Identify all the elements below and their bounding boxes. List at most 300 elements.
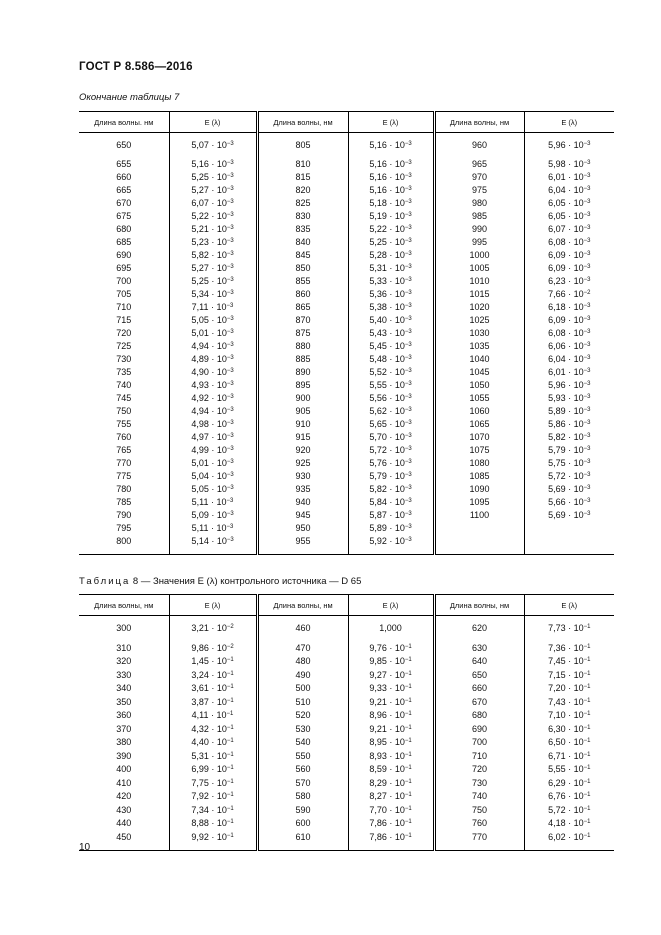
table-row xyxy=(79,736,614,750)
wavelength-cell: 450 xyxy=(79,831,169,851)
e-lambda-cell: $5,98 \cdot 10^{-3}$ xyxy=(524,158,614,171)
column-header-e-lambda: E (λ) xyxy=(348,112,434,133)
wavelength-cell: 490 xyxy=(257,669,348,683)
wavelength-cell: 770 xyxy=(116,458,132,468)
wavelength-cell: 745 xyxy=(116,393,132,403)
e-lambda-cell: $5,70 \cdot 10^{-3}$ xyxy=(348,431,434,444)
wavelength-cell: 965 xyxy=(434,158,524,171)
wavelength-cell: 720 xyxy=(434,763,524,777)
e-lambda-cell: $5,16 \cdot 10^{-3}$ xyxy=(348,171,434,184)
wavelength-cell: 940 xyxy=(257,496,348,509)
wavelength-cell: 935 xyxy=(257,483,348,496)
wavelength-cell: 900 xyxy=(257,392,348,405)
wavelength-cell: 695 xyxy=(116,263,132,273)
table-row xyxy=(79,777,614,791)
wavelength-cell: 1100 xyxy=(434,509,524,522)
wavelength-cell: 960 xyxy=(434,133,524,159)
e-lambda-cell: $4,94 \cdot 10^{-3}$ xyxy=(169,405,257,418)
e-lambda-cell: $5,72 \cdot 10^{-1}$ xyxy=(524,804,614,818)
e-lambda-cell: $6,29 \cdot 10^{-1}$ xyxy=(524,777,614,791)
table-row xyxy=(79,353,614,366)
wavelength-cell: 765 xyxy=(116,445,132,455)
table-row xyxy=(79,184,614,197)
wavelength-cell: 370 xyxy=(116,723,132,734)
e-lambda-cell: $5,96 \cdot 10^{-3}$ xyxy=(524,379,614,392)
wavelength-cell: 815 xyxy=(257,171,348,184)
e-lambda-cell xyxy=(524,535,614,555)
table-row xyxy=(79,392,614,405)
table-8-caption-text: 8 — Значения E (λ) контрольного источника — D 65 xyxy=(132,576,362,587)
wavelength-cell: 685 xyxy=(116,237,132,247)
e-lambda-cell: $5,28 \cdot 10^{-3}$ xyxy=(348,249,434,262)
wavelength-cell: 690 xyxy=(434,723,524,737)
wavelength-cell: 380 xyxy=(116,737,132,747)
wavelength-cell: 920 xyxy=(257,444,348,457)
e-lambda-cell: $4,40 \cdot 10^{-1}$ xyxy=(169,736,257,750)
wavelength-cell: 410 xyxy=(116,777,132,788)
e-lambda-cell: $5,34 \cdot 10^{-3}$ xyxy=(169,288,257,301)
column-header-e-lambda: E (λ) xyxy=(169,112,257,133)
wavelength-cell: 1000 xyxy=(434,249,524,262)
e-lambda-cell: $5,01 \cdot 10^{-3}$ xyxy=(169,457,257,470)
e-lambda-cell: $5,75 \cdot 10^{-3}$ xyxy=(524,457,614,470)
e-lambda-cell: $5,87 \cdot 10^{-3}$ xyxy=(348,509,434,522)
wavelength-cell: 520 xyxy=(257,709,348,723)
e-lambda-cell: $5,14 \cdot 10^{-3}$ xyxy=(169,535,257,555)
wavelength-cell: 550 xyxy=(257,750,348,764)
wavelength-cell: 500 xyxy=(257,682,348,696)
e-lambda-cell: $5,04 \cdot 10^{-3}$ xyxy=(169,470,257,483)
e-lambda-cell: $5,16 \cdot 10^{-3}$ xyxy=(348,158,434,171)
table-row xyxy=(79,790,614,804)
table-7-continuation-caption: Окончание таблицы 7 xyxy=(79,92,180,103)
e-lambda-cell: $5,40 \cdot 10^{-3}$ xyxy=(348,314,434,327)
e-lambda-cell: $7,70 \cdot 10^{-1}$ xyxy=(348,804,434,818)
table-header-row xyxy=(79,112,614,133)
wavelength-cell: 785 xyxy=(116,497,132,507)
wavelength-cell: 985 xyxy=(434,210,524,223)
e-lambda-cell: $6,76 \cdot 10^{-1}$ xyxy=(524,790,614,804)
wavelength-cell: 1090 xyxy=(434,483,524,496)
e-lambda-cell: $6,09 \cdot 10^{-3}$ xyxy=(524,262,614,275)
e-lambda-cell: $5,69 \cdot 10^{-3}$ xyxy=(524,483,614,496)
e-lambda-cell: $7,45 \cdot 10^{-1}$ xyxy=(524,655,614,669)
wavelength-cell: 580 xyxy=(257,790,348,804)
wavelength-cell: 340 xyxy=(116,683,132,693)
wavelength-cell: 1040 xyxy=(434,353,524,366)
wavelength-cell: 980 xyxy=(434,197,524,210)
table-row xyxy=(79,301,614,314)
e-lambda-cell: $5,05 \cdot 10^{-3}$ xyxy=(169,314,257,327)
e-lambda-cell: $5,27 \cdot 10^{-3}$ xyxy=(169,262,257,275)
table-row xyxy=(79,817,614,831)
table-body xyxy=(79,133,614,555)
e-lambda-cell: $5,23 \cdot 10^{-3}$ xyxy=(169,236,257,249)
e-lambda-cell: $8,88 \cdot 10^{-1}$ xyxy=(169,817,257,831)
table-row xyxy=(79,669,614,683)
e-lambda-cell: $7,75 \cdot 10^{-1}$ xyxy=(169,777,257,791)
wavelength-cell: 1015 xyxy=(434,288,524,301)
wavelength-cell: 530 xyxy=(257,723,348,737)
e-lambda-cell: $9,86 \cdot 10^{-2}$ xyxy=(169,642,257,656)
table-row xyxy=(79,535,614,555)
wavelength-cell: 1020 xyxy=(434,301,524,314)
column-header-e-lambda: E (λ) xyxy=(524,595,614,616)
e-lambda-cell: $5,62 \cdot 10^{-3}$ xyxy=(348,405,434,418)
table-row xyxy=(79,171,614,184)
wavelength-cell: 675 xyxy=(116,211,132,221)
wavelength-cell: 440 xyxy=(116,818,132,828)
wavelength-cell: 700 xyxy=(434,736,524,750)
wavelength-cell: 945 xyxy=(257,509,348,522)
e-lambda-cell: $7,10 \cdot 10^{-1}$ xyxy=(524,709,614,723)
e-lambda-cell: $5,43 \cdot 10^{-3}$ xyxy=(348,327,434,340)
e-lambda-cell: $6,08 \cdot 10^{-3}$ xyxy=(524,327,614,340)
table-row xyxy=(79,723,614,737)
e-lambda-cell: $5,86 \cdot 10^{-3}$ xyxy=(524,418,614,431)
table-row xyxy=(79,158,614,171)
wavelength-cell: 730 xyxy=(434,777,524,791)
wavelength-cell: 915 xyxy=(257,431,348,444)
page-number: 10 xyxy=(79,842,91,853)
table-row xyxy=(79,616,614,642)
e-lambda-cell: $5,56 \cdot 10^{-3}$ xyxy=(348,392,434,405)
e-lambda-cell: $6,01 \cdot 10^{-3}$ xyxy=(524,366,614,379)
e-lambda-cell: $5,22 \cdot 10^{-3}$ xyxy=(348,223,434,236)
e-lambda-cell: $4,99 \cdot 10^{-3}$ xyxy=(169,444,257,457)
e-lambda-cell: $7,92 \cdot 10^{-1}$ xyxy=(169,790,257,804)
table-8-caption-label: Таблица xyxy=(79,576,131,587)
e-lambda-cell: $4,89 \cdot 10^{-3}$ xyxy=(169,353,257,366)
wavelength-cell: 790 xyxy=(116,510,132,520)
wavelength-cell: 715 xyxy=(116,315,132,325)
e-lambda-cell: $5,31 \cdot 10^{-1}$ xyxy=(169,750,257,764)
wavelength-cell: 700 xyxy=(116,276,132,286)
wavelength-cell: 930 xyxy=(257,470,348,483)
table-row xyxy=(79,804,614,818)
column-header-wavelength: Длина волны, нм xyxy=(434,595,524,616)
wavelength-cell: 780 xyxy=(116,484,132,494)
table-row xyxy=(79,210,614,223)
column-header-wavelength: Длина волны. нм xyxy=(79,112,169,133)
e-lambda-cell: $5,76 \cdot 10^{-3}$ xyxy=(348,457,434,470)
wavelength-cell: 720 xyxy=(116,328,132,338)
table-row xyxy=(79,709,614,723)
table-7-end xyxy=(79,111,614,555)
e-lambda-cell: $5,45 \cdot 10^{-3}$ xyxy=(348,340,434,353)
wavelength-cell: 1050 xyxy=(434,379,524,392)
wavelength-cell: 880 xyxy=(257,340,348,353)
wavelength-cell: 540 xyxy=(257,736,348,750)
wavelength-cell: 860 xyxy=(257,288,348,301)
table-row xyxy=(79,236,614,249)
e-lambda-cell: $9,21 \cdot 10^{-1}$ xyxy=(348,696,434,710)
table-8 xyxy=(79,594,614,851)
wavelength-cell: 655 xyxy=(116,159,132,169)
wavelength-cell: 955 xyxy=(257,535,348,555)
e-lambda-cell: $5,18 \cdot 10^{-3}$ xyxy=(348,197,434,210)
e-lambda-cell: $3,87 \cdot 10^{-1}$ xyxy=(169,696,257,710)
table-row xyxy=(79,682,614,696)
wavelength-cell: 640 xyxy=(434,655,524,669)
table-row xyxy=(79,483,614,496)
wavelength-cell: 1055 xyxy=(434,392,524,405)
wavelength-cell: 610 xyxy=(257,831,348,851)
wavelength-cell: 420 xyxy=(116,791,132,801)
e-lambda-cell: $5,82 \cdot 10^{-3}$ xyxy=(169,249,257,262)
wavelength-cell: 590 xyxy=(257,804,348,818)
wavelength-cell: 1095 xyxy=(434,496,524,509)
e-lambda-cell: $6,06 \cdot 10^{-3}$ xyxy=(524,340,614,353)
e-lambda-cell: $4,90 \cdot 10^{-3}$ xyxy=(169,366,257,379)
e-lambda-cell: $5,31 \cdot 10^{-3}$ xyxy=(348,262,434,275)
wavelength-cell: 360 xyxy=(116,710,132,720)
wavelength-cell: 690 xyxy=(116,250,132,260)
e-lambda-cell: $5,16 \cdot 10^{-3}$ xyxy=(348,184,434,197)
table-row xyxy=(79,763,614,777)
e-lambda-cell: $7,86 \cdot 10^{-1}$ xyxy=(348,817,434,831)
e-lambda-cell: $5,55 \cdot 10^{-1}$ xyxy=(524,763,614,777)
wavelength-cell: 910 xyxy=(257,418,348,431)
wavelength-cell: 670 xyxy=(434,696,524,710)
e-lambda-cell: $9,21 \cdot 10^{-1}$ xyxy=(348,723,434,737)
e-lambda-cell: $6,50 \cdot 10^{-1}$ xyxy=(524,736,614,750)
table-row xyxy=(79,642,614,656)
e-lambda-cell: $6,08 \cdot 10^{-3}$ xyxy=(524,236,614,249)
table-row xyxy=(79,750,614,764)
wavelength-cell: 470 xyxy=(257,642,348,656)
table-8-caption xyxy=(79,576,361,587)
wavelength-cell: 680 xyxy=(434,709,524,723)
table-row xyxy=(79,314,614,327)
e-lambda-cell: $5,01 \cdot 10^{-3}$ xyxy=(169,327,257,340)
wavelength-cell: 705 xyxy=(116,289,132,299)
table-row xyxy=(79,197,614,210)
wavelength-cell: 430 xyxy=(116,804,132,815)
wavelength-cell xyxy=(434,535,524,555)
e-lambda-cell: $3,21 \cdot 10^{-2}$ xyxy=(169,616,257,642)
table-row xyxy=(79,509,614,522)
table-row xyxy=(79,262,614,275)
table-row xyxy=(79,418,614,431)
wavelength-cell: 1010 xyxy=(434,275,524,288)
table-row xyxy=(79,327,614,340)
wavelength-cell: 560 xyxy=(257,763,348,777)
e-lambda-cell: $3,24 \cdot 10^{-1}$ xyxy=(169,669,257,683)
e-lambda-cell: $9,27 \cdot 10^{-1}$ xyxy=(348,669,434,683)
wavelength-cell: 1070 xyxy=(434,431,524,444)
wavelength-cell: 310 xyxy=(116,642,132,653)
e-lambda-cell: $5,11 \cdot 10^{-3}$ xyxy=(169,496,257,509)
wavelength-cell: 810 xyxy=(257,158,348,171)
e-lambda-cell: $8,59 \cdot 10^{-1}$ xyxy=(348,763,434,777)
wavelength-cell: 670 xyxy=(116,198,132,208)
e-lambda-cell: $5,38 \cdot 10^{-3}$ xyxy=(348,301,434,314)
e-lambda-cell: $7,86 \cdot 10^{-1}$ xyxy=(348,831,434,851)
wavelength-cell: 1025 xyxy=(434,314,524,327)
e-lambda-cell: $5,93 \cdot 10^{-3}$ xyxy=(524,392,614,405)
wavelength-cell: 735 xyxy=(116,367,132,377)
wavelength-cell: 680 xyxy=(116,224,132,234)
e-lambda-cell: $5,72 \cdot 10^{-3}$ xyxy=(524,470,614,483)
wavelength-cell: 1060 xyxy=(434,405,524,418)
table-row xyxy=(79,405,614,418)
e-lambda-cell: $5,79 \cdot 10^{-3}$ xyxy=(524,444,614,457)
e-lambda-cell: 1,000 xyxy=(348,616,434,642)
wavelength-cell: 830 xyxy=(257,210,348,223)
e-lambda-cell: $4,94 \cdot 10^{-3}$ xyxy=(169,340,257,353)
wavelength-cell: 885 xyxy=(257,353,348,366)
wavelength-cell: 905 xyxy=(257,405,348,418)
e-lambda-cell: $5,07 \cdot 10^{-3}$ xyxy=(169,133,257,159)
wavelength-cell: 1005 xyxy=(434,262,524,275)
wavelength-cell: 665 xyxy=(116,185,132,195)
wavelength-cell: 890 xyxy=(257,366,348,379)
table-row xyxy=(79,379,614,392)
wavelength-cell: 840 xyxy=(257,236,348,249)
e-lambda-cell: $4,32 \cdot 10^{-1}$ xyxy=(169,723,257,737)
wavelength-cell: 620 xyxy=(434,616,524,642)
wavelength-cell: 975 xyxy=(434,184,524,197)
e-lambda-cell: $9,76 \cdot 10^{-1}$ xyxy=(348,642,434,656)
wavelength-cell xyxy=(434,522,524,535)
wavelength-cell: 865 xyxy=(257,301,348,314)
e-lambda-cell: $6,02 \cdot 10^{-1}$ xyxy=(524,831,614,851)
wavelength-cell: 770 xyxy=(434,831,524,851)
table-row xyxy=(79,249,614,262)
wavelength-cell: 750 xyxy=(434,804,524,818)
e-lambda-cell: $8,29 \cdot 10^{-1}$ xyxy=(348,777,434,791)
wavelength-cell: 875 xyxy=(257,327,348,340)
e-lambda-cell: $7,43 \cdot 10^{-1}$ xyxy=(524,696,614,710)
e-lambda-cell: $8,96 \cdot 10^{-1}$ xyxy=(348,709,434,723)
column-header-wavelength: Длина волны, нм xyxy=(434,112,524,133)
wavelength-cell: 600 xyxy=(257,817,348,831)
e-lambda-cell: $6,09 \cdot 10^{-3}$ xyxy=(524,314,614,327)
e-lambda-cell: $8,93 \cdot 10^{-1}$ xyxy=(348,750,434,764)
table-row xyxy=(79,831,614,851)
wavelength-cell: 350 xyxy=(116,696,132,707)
e-lambda-cell: $5,92 \cdot 10^{-3}$ xyxy=(348,535,434,555)
wavelength-cell: 820 xyxy=(257,184,348,197)
e-lambda-cell: $5,48 \cdot 10^{-3}$ xyxy=(348,353,434,366)
table-row xyxy=(79,496,614,509)
table-row xyxy=(79,340,614,353)
wavelength-cell: 855 xyxy=(257,275,348,288)
e-lambda-cell: $5,16 \cdot 10^{-3}$ xyxy=(348,133,434,159)
e-lambda-cell: $4,97 \cdot 10^{-3}$ xyxy=(169,431,257,444)
wavelength-cell: 300 xyxy=(116,623,132,633)
column-header-e-lambda: E (λ) xyxy=(169,595,257,616)
wavelength-cell: 390 xyxy=(116,750,132,761)
table-row xyxy=(79,223,614,236)
e-lambda-cell: $6,23 \cdot 10^{-3}$ xyxy=(524,275,614,288)
wavelength-cell: 740 xyxy=(434,790,524,804)
e-lambda-cell: $6,01 \cdot 10^{-3}$ xyxy=(524,171,614,184)
e-lambda-cell: $5,89 \cdot 10^{-3}$ xyxy=(348,522,434,535)
wavelength-cell: 970 xyxy=(434,171,524,184)
e-lambda-cell: $4,18 \cdot 10^{-1}$ xyxy=(524,817,614,831)
table-row xyxy=(79,444,614,457)
table-body xyxy=(79,616,614,851)
wavelength-cell: 800 xyxy=(79,535,169,555)
wavelength-cell: 995 xyxy=(434,236,524,249)
wavelength-cell: 710 xyxy=(434,750,524,764)
e-lambda-cell: $7,34 \cdot 10^{-1}$ xyxy=(169,804,257,818)
table-row xyxy=(79,431,614,444)
wavelength-cell: 805 xyxy=(257,133,348,159)
e-lambda-cell: $7,36 \cdot 10^{-1}$ xyxy=(524,642,614,656)
wavelength-cell: 775 xyxy=(116,471,132,481)
wavelength-cell: 925 xyxy=(257,457,348,470)
e-lambda-cell: $8,95 \cdot 10^{-1}$ xyxy=(348,736,434,750)
e-lambda-cell: $5,52 \cdot 10^{-3}$ xyxy=(348,366,434,379)
e-lambda-cell: $7,73 \cdot 10^{-1}$ xyxy=(524,616,614,642)
table-row xyxy=(79,275,614,288)
e-lambda-cell: $5,82 \cdot 10^{-3}$ xyxy=(524,431,614,444)
wavelength-cell: 570 xyxy=(257,777,348,791)
wavelength-cell: 740 xyxy=(116,380,132,390)
wavelength-cell: 650 xyxy=(116,140,132,150)
table-row xyxy=(79,133,614,159)
e-lambda-cell: $5,22 \cdot 10^{-3}$ xyxy=(169,210,257,223)
e-lambda-cell: $4,93 \cdot 10^{-3}$ xyxy=(169,379,257,392)
wavelength-cell: 400 xyxy=(116,764,132,774)
e-lambda-cell: $5,96 \cdot 10^{-3}$ xyxy=(524,133,614,159)
e-lambda-cell: $5,55 \cdot 10^{-3}$ xyxy=(348,379,434,392)
e-lambda-cell: $6,05 \cdot 10^{-3}$ xyxy=(524,210,614,223)
e-lambda-cell: $5,19 \cdot 10^{-3}$ xyxy=(348,210,434,223)
wavelength-cell: 1065 xyxy=(434,418,524,431)
wavelength-cell: 330 xyxy=(116,669,132,680)
e-lambda-cell: $6,05 \cdot 10^{-3}$ xyxy=(524,197,614,210)
table-header-row xyxy=(79,595,614,616)
table-row xyxy=(79,288,614,301)
column-header-e-lambda: E (λ) xyxy=(524,112,614,133)
e-lambda-cell: $5,25 \cdot 10^{-3}$ xyxy=(348,236,434,249)
wavelength-cell: 710 xyxy=(116,302,132,312)
e-lambda-cell: $5,36 \cdot 10^{-3}$ xyxy=(348,288,434,301)
e-lambda-cell: $5,72 \cdot 10^{-3}$ xyxy=(348,444,434,457)
e-lambda-cell: $6,04 \cdot 10^{-3}$ xyxy=(524,353,614,366)
wavelength-cell: 850 xyxy=(257,262,348,275)
column-header-wavelength: Длина волны, нм xyxy=(257,112,348,133)
e-lambda-cell: $4,92 \cdot 10^{-3}$ xyxy=(169,392,257,405)
wavelength-cell: 480 xyxy=(257,655,348,669)
table-row xyxy=(79,696,614,710)
wavelength-cell: 750 xyxy=(116,406,132,416)
e-lambda-cell: $6,07 \cdot 10^{-3}$ xyxy=(169,197,257,210)
wavelength-cell: 1080 xyxy=(434,457,524,470)
wavelength-cell: 825 xyxy=(257,197,348,210)
e-lambda-cell: $5,25 \cdot 10^{-3}$ xyxy=(169,171,257,184)
e-lambda-cell: $5,66 \cdot 10^{-3}$ xyxy=(524,496,614,509)
e-lambda-cell: $7,20 \cdot 10^{-1}$ xyxy=(524,682,614,696)
e-lambda-cell: $5,79 \cdot 10^{-3}$ xyxy=(348,470,434,483)
wavelength-cell: 1045 xyxy=(434,366,524,379)
wavelength-cell: 510 xyxy=(257,696,348,710)
e-lambda-cell: $6,09 \cdot 10^{-3}$ xyxy=(524,249,614,262)
e-lambda-cell: $5,89 \cdot 10^{-3}$ xyxy=(524,405,614,418)
e-lambda-cell: $5,65 \cdot 10^{-3}$ xyxy=(348,418,434,431)
wavelength-cell: 760 xyxy=(434,817,524,831)
wavelength-cell: 895 xyxy=(257,379,348,392)
e-lambda-cell: $4,98 \cdot 10^{-3}$ xyxy=(169,418,257,431)
column-header-wavelength: Длина волны, нм xyxy=(257,595,348,616)
wavelength-cell: 990 xyxy=(434,223,524,236)
e-lambda-cell: $5,11 \cdot 10^{-3}$ xyxy=(169,522,257,535)
e-lambda-cell: $5,05 \cdot 10^{-3}$ xyxy=(169,483,257,496)
